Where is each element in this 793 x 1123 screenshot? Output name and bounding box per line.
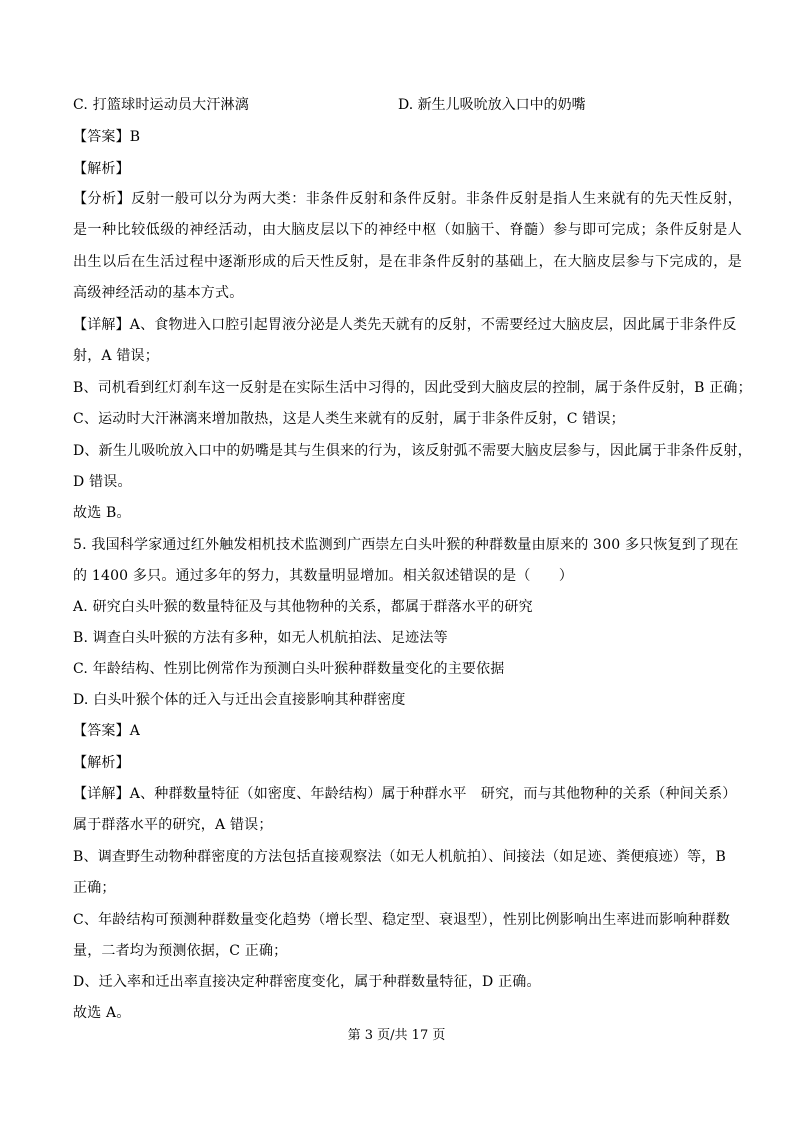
q4-detail-line: B、司机看到红灯刹车这一反射是在实际生活中习得的，因此受到大脑皮层的控制，属于条件反射，B 正确； [73,380,752,396]
q5-option-d: D. 白头叶猴个体的迁入与迁出会直接影响其种群密度 [73,692,406,708]
q4-detail-line: D、新生儿吸吮放入口中的奶嘴是其与生俱来的行为，该反射弧不需要大脑皮层参与，因此属于非条件反射， [73,443,752,459]
q4-fenxi-line: 出生以后在生活过程中逐渐形成的后天性反射，是在非条件反射的基础上，在大脑皮层参与下完成的，是 [73,254,743,270]
option-c-prev: C. 打篮球时运动员大汗淋漓 [73,97,249,113]
q5-detail-line: C、年龄结构可预测种群数量变化趋势（增长型、稳定型、衰退型），性别比例影响出生率进而影响种群数 [73,912,731,928]
page-number-footer: 第 3 页/共 17 页 [347,1028,446,1043]
q4-detail-line: D 错误。 [73,474,132,490]
q4-fenxi-line: 是一种比较低级的神经活动，由大脑皮层以下的神经中枢（如脑干、脊髓）参与即可完成；条件反射是人 [73,222,743,238]
q5-detail-line: 【详解】A、种群数量特征（如密度、年龄结构）属于种群水平 研究，而与其他物种的关系（种间关系） [73,786,737,802]
q5-detail-line: 属于群落水平的研究，A 错误； [73,817,273,833]
q5-detail-line: 量，二者均为预测依据，C 正确； [73,943,288,959]
q4-conclusion: 故选 B。 [73,505,131,521]
option-d-prev: D. 新生儿吸吮放入口中的奶嘴 [398,97,586,113]
q5-detail-line: 正确； [73,880,116,896]
q5-analysis-heading: 【解析】 [73,755,130,771]
q5-stem-line: 的 1400 多只。通过多年的努力，其数量明显增加。相关叙述错误的是（ ） [73,568,574,584]
q5-option-c: C. 年龄结构、性别比例常作为预测白头叶猴种群数量变化的主要依据 [73,661,505,677]
q4-detail-line: 射，A 错误； [73,348,159,364]
q4-fenxi-line: 【分析】反射一般可以分为两大类：非条件反射和条件反射。非条件反射是指人生来就有的先天性反射， [73,191,743,207]
q5-detail-line: B、调查野生动物种群密度的方法包括直接观察法（如无人机航拍）、间接法（如足迹、粪便痕迹）等，B [73,849,726,865]
q5-conclusion: 故选 A。 [73,1005,131,1021]
q4-fenxi-line: 高级神经活动的基本方式。 [73,285,244,301]
q5-stem-line: 5. 我国科学家通过红外触发相机技术监测到广西崇左白头叶猴的种群数量由原来的 300 多只恢复到了现在 [73,537,739,553]
q4-answer: 【答案】B [73,129,141,145]
q5-option-b: B. 调查白头叶猴的方法有多种，如无人机航拍法、足迹法等 [73,630,448,646]
q5-option-a: A. 研究白头叶猴的数量特征及与其他物种的关系，都属于群落水平的研究 [73,599,533,615]
q5-detail-line: D、迁入率和迁出率直接决定种群密度变化，属于种群数量特征，D 正确。 [73,974,541,990]
q4-detail-line: 【详解】A、食物进入口腔引起胃液分泌是人类先天就有的反射，不需要经过大脑皮层，因此属于非条件反 [73,317,737,333]
q4-analysis-heading: 【解析】 [73,161,130,177]
q5-answer: 【答案】A [73,723,141,739]
q4-detail-line: C、运动时大汗淋漓来增加散热，这是人类生来就有的反射，属于非条件反射，C 错误； [73,411,625,427]
